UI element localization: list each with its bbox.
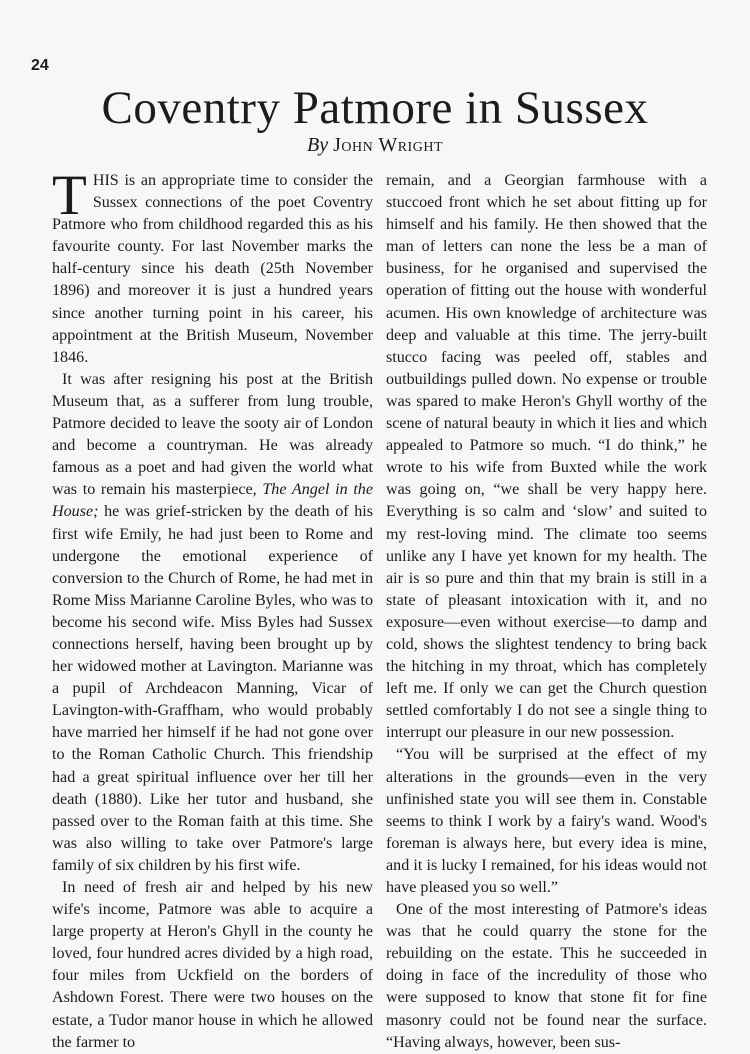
page-number: 24	[31, 57, 49, 74]
article-title: Coventry Patmore in Sussex	[101, 82, 649, 134]
paragraph	[386, 744, 707, 899]
byline-author: John Wright	[333, 134, 443, 156]
paragraph	[52, 369, 373, 877]
lead-in: HIS	[92, 172, 119, 189]
paragraph-text: In need of fresh air and helped by his new wife's income, Patmore was able to acquire a large property at Heron's Ghyll in the county he loved, four hundred acres divided by a high road, four miles from Uckfield on the borders of Ashdown Forest. There were two houses on the estate, a Tudor manor house in which he allowed the farmer to	[52, 879, 373, 1051]
paragraph	[386, 899, 707, 1054]
paragraph-text: “You will be surprised at the effect of my alterations in the grounds—even in the very unfinished state you will see them in. Constable seems to think I work by a fairy's wand. Wood's foreman is always here, but every idea is mine, and it is lucky I remained, for his ideas would not have pleased you so well.”	[386, 746, 707, 896]
paragraph	[386, 170, 707, 744]
paragraph	[52, 164, 373, 369]
left-column	[52, 164, 374, 1054]
paragraph-text: One of the most interesting of Patmore's ideas was that he could quarry the stone for the rebuilding on the estate. This he succeeded in doing in face of the incredulity of those who were supposed to know that stone fit for fine masonry could not be found near the surface. “Having always, however, been sus-	[386, 901, 707, 1051]
book-title: The Angel in the House;	[52, 481, 374, 521]
paragraph-text: is an appropriate time to consider the Sussex connections of the poet Coventry Patmore who from childhood regarded this as his favourite county. For last November marks the half-century since his death (25th November 1896) and moreover it is just a hundred years since another turning point in his career, his appointment at the British Museum, November 1846.	[52, 172, 373, 366]
paragraph-text: he was grief-stricken by the death of his first wife Emily, he had just been to Rome and undergone the emotional experience of conversion to the Church of Rome, he had met in Rome Miss Marianne Caroline Byles, who was to become his second wife. Miss Byles had Sussex connections herself, having been brought up by her widowed mother at Lavington. Marianne was a pupil of Archdeacon Manning, Vicar of Lavington-with-Graffham, who would probably have married her himself if he had not gone over to the Roman Catholic Church. This friendship had a great spiritual influence over her till her death (1880). Like her tutor and husband, she passed over to the Roman faith at this time. She was also willing to take over Patmore's large family of six children by his first wife.	[52, 503, 373, 874]
paragraph-text: remain, and a Georgian farmhouse with a stuccoed front which he set about fitting up for himself and his family. He then showed that the man of letters can none the less be a man of business, for he organised and supervised the operation of fitting out the house with wonderful acumen. His own knowledge of architecture was deep and valuable at this time. The jerry-built stucco facing was peeled off, stables and outbuildings pulled down. No expense or trouble was spared to make Heron's Ghyll worthy of the scene of natural beauty in which it lies and which appealed to Patmore so much. “I do think,” he wrote to his wife from Buxted while the work was going on, “we shall be very happy here. Everything is so calm and ‘slow’ and suited to my rest-loving mind. The climate too seems unlike any I have yet known for my health. The air is so pure and thin that my brain is still in a state of pleasant intoxication with it, and no exposure—even without exercise—to damp and cold, shows the slightest tendency to bring back the hitching in my throat, which has completely left me. If only we can get the Church question settled comfortably I do not see a single thing to interrupt our pleasure in our new possession.	[386, 172, 707, 742]
right-column	[386, 170, 707, 1054]
paragraph	[52, 877, 373, 1054]
paragraph-text: It was after resigning his post at the British Museum that, as a sufferer from lung trouble, Patmore decided to leave the sooty air of London and become a countryman. He was already famous as a poet and had given the world what was to remain his masterpiece,	[52, 370, 373, 499]
byline	[0, 132, 750, 158]
drop-cap: T	[52, 164, 87, 227]
byline-by: By	[307, 134, 329, 156]
